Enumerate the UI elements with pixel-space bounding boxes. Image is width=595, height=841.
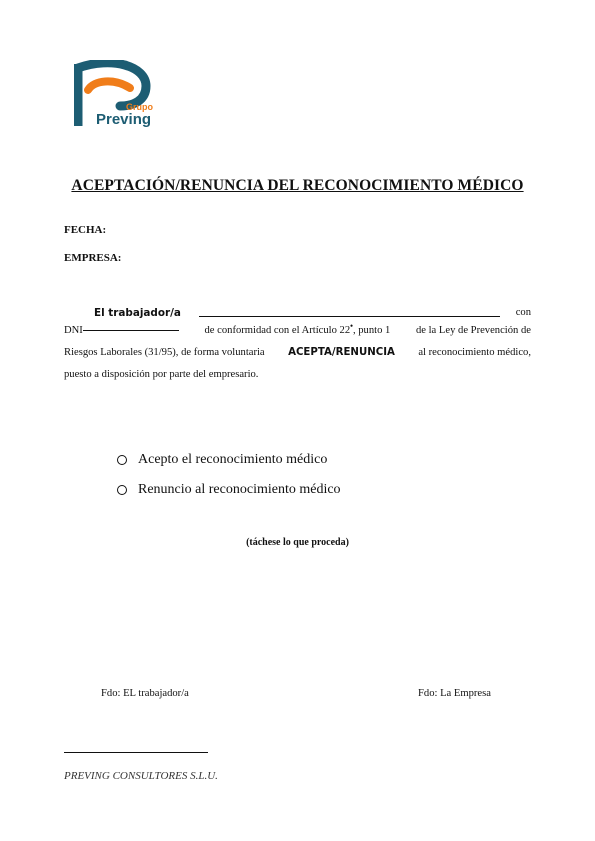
empresa-label: EMPRESA: [64,252,122,264]
fecha-label: FECHA: [64,224,107,236]
option-accept-label: Acepto el reconocimiento médico [138,452,328,467]
preving-logo [74,60,164,130]
radio-circle-icon[interactable] [117,455,127,465]
worker-name-blank [199,315,500,317]
worker-label: El trabajador/a [94,307,181,319]
footer-company: PREVING CONSULTORES S.L.U. [64,770,218,782]
dni-label: DNI [64,325,83,336]
document-title: ACEPTACIÓN/RENUNCIA DEL RECONOCIMIENTO MÉDICO [71,177,524,194]
option-accept[interactable] [117,452,327,468]
instruction-note: (táchese lo que proceda) [246,537,349,548]
con-text: con [515,307,531,318]
body-line-2 [64,321,531,338]
ley-text: de la Ley de Prevención de [415,325,531,336]
conformidad-text: de conformidad con el Artículo 22 [204,325,351,336]
body-line-3 [64,346,531,360]
radio-circle-icon[interactable] [117,485,127,495]
body-line-4: puesto a disposición por parte del empresario. [64,369,259,380]
punto-text: , punto 1 [352,325,391,336]
logo-grupo-text: Grupo [126,102,153,112]
acepta-renuncia-text: ACEPTA/RENUNCIA [288,347,395,358]
preving-logo-mark [74,60,164,130]
company-signature-label: Fdo: La Empresa [418,688,491,699]
dni-blank [83,330,179,331]
logo-preving-text: Preving [96,111,152,128]
footer-divider [64,752,208,753]
al-reconocimiento-text: al reconocimiento médico, [418,347,531,358]
article-mark: • [350,321,353,331]
option-refuse-label: Renuncio al reconocimiento médico [138,482,341,497]
option-refuse[interactable] [117,482,341,498]
body-line-1 [64,306,531,320]
worker-signature-label: Fdo: EL trabajador/a [101,688,189,699]
riesgos-text: Riesgos Laborales (31/95), de forma voluntaria [64,347,265,358]
